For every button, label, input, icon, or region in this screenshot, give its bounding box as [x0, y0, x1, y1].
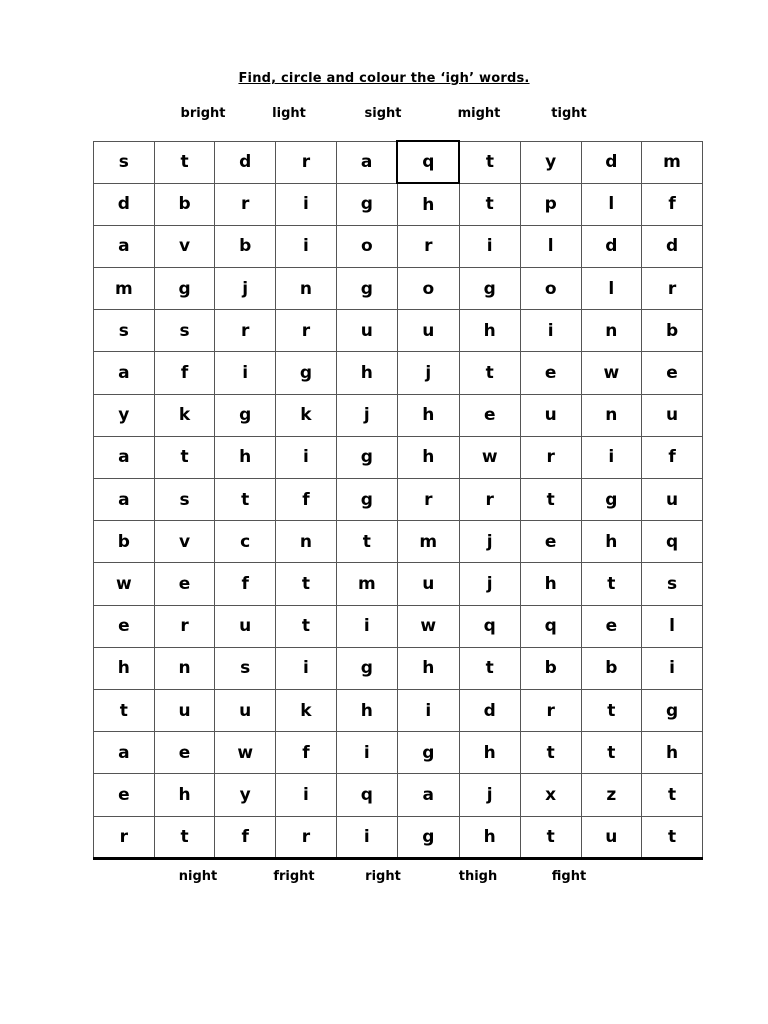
grid-cell[interactable]: i [397, 689, 459, 731]
grid-cell[interactable]: o [336, 225, 397, 267]
grid-cell[interactable]: r [642, 268, 703, 310]
grid-cell[interactable]: s [94, 141, 155, 183]
grid-cell[interactable]: h [336, 352, 397, 394]
grid-cell[interactable]: b [215, 225, 276, 267]
grid-cell[interactable]: y [94, 394, 155, 436]
grid-cell[interactable]: r [276, 141, 337, 183]
grid-cell[interactable]: b [94, 521, 155, 563]
grid-cell[interactable]: r [397, 479, 459, 521]
grid-cell[interactable]: g [336, 183, 397, 225]
grid-cell[interactable]: k [276, 394, 337, 436]
grid-cell[interactable]: u [520, 394, 581, 436]
grid-cell[interactable]: m [336, 563, 397, 605]
grid-cell[interactable]: i [276, 225, 337, 267]
grid-row [94, 816, 703, 858]
grid-cell[interactable]: r [215, 183, 276, 225]
grid-cell[interactable]: t [520, 479, 581, 521]
grid-cell[interactable]: t [520, 732, 581, 774]
grid-cell[interactable]: q [336, 774, 397, 816]
grid-cell[interactable]: s [154, 479, 215, 521]
grid-cell[interactable]: u [154, 689, 215, 731]
grid-cell[interactable]: g [642, 689, 703, 731]
grid-row [94, 732, 703, 774]
grid-row [94, 479, 703, 521]
grid-row [94, 605, 703, 647]
grid-cell[interactable]: a [94, 436, 155, 478]
grid-cell[interactable]: t [581, 563, 642, 605]
grid-cell[interactable]: h [459, 816, 520, 858]
grid-cell[interactable]: l [581, 183, 642, 225]
grid-row [94, 183, 703, 225]
grid-cell[interactable]: i [520, 310, 581, 352]
grid-cell[interactable]: q [642, 521, 703, 563]
grid-cell[interactable]: r [215, 310, 276, 352]
grid-cell[interactable]: e [154, 563, 215, 605]
grid-cell[interactable]: t [642, 774, 703, 816]
grid-cell[interactable]: h [642, 732, 703, 774]
grid-cell[interactable]: t [581, 689, 642, 731]
grid-cell[interactable]: h [397, 647, 459, 689]
grid-cell[interactable]: g [336, 436, 397, 478]
grid-row [94, 310, 703, 352]
grid-cell[interactable]: u [642, 479, 703, 521]
grid-cell[interactable]: r [94, 816, 155, 858]
grid-cell[interactable]: t [642, 816, 703, 858]
grid-cell[interactable]: t [459, 647, 520, 689]
word-light: light [272, 106, 306, 121]
grid-cell[interactable]: u [397, 310, 459, 352]
worksheet-title: Find, circle and colour the ‘igh’ words. [238, 71, 530, 86]
grid-cell[interactable]: g [336, 479, 397, 521]
word-thigh: thigh [458, 869, 498, 884]
grid-cell[interactable]: u [336, 310, 397, 352]
word-list-top [0, 106, 768, 124]
grid-cell[interactable]: i [215, 352, 276, 394]
grid-cell[interactable]: d [215, 141, 276, 183]
grid-cell[interactable]: g [397, 816, 459, 858]
grid-cell[interactable]: e [154, 732, 215, 774]
grid-cell[interactable]: i [336, 732, 397, 774]
grid-cell[interactable]: s [215, 647, 276, 689]
grid-cell[interactable]: n [276, 521, 337, 563]
grid-cell[interactable]: e [642, 352, 703, 394]
grid-row [94, 774, 703, 816]
grid-cell[interactable]: k [276, 689, 337, 731]
grid-cell[interactable]: a [94, 732, 155, 774]
grid-row [94, 689, 703, 731]
grid-cell[interactable]: o [520, 268, 581, 310]
grid-cell[interactable]: i [276, 774, 337, 816]
grid-cell[interactable]: u [397, 563, 459, 605]
grid-cell[interactable]: t [459, 141, 520, 183]
grid-cell[interactable]: w [397, 605, 459, 647]
grid-cell[interactable]: i [276, 436, 337, 478]
grid-row [94, 436, 703, 478]
grid-cell[interactable]: l [642, 605, 703, 647]
grid-cell[interactable]: i [642, 647, 703, 689]
grid-cell[interactable]: a [94, 352, 155, 394]
grid-cell[interactable]: r [459, 479, 520, 521]
grid-cell[interactable]: t [154, 816, 215, 858]
grid-cell[interactable]: h [397, 436, 459, 478]
grid-cell[interactable]: i [336, 605, 397, 647]
grid-cell[interactable]: e [581, 605, 642, 647]
grid-row [94, 563, 703, 605]
grid-cell[interactable]: g [276, 352, 337, 394]
grid-cell[interactable]: s [154, 310, 215, 352]
grid-cell[interactable]: u [581, 816, 642, 858]
word-fright: fright [273, 869, 315, 884]
grid-cell[interactable]: r [154, 605, 215, 647]
grid-cell[interactable]: i [276, 183, 337, 225]
grid-cell[interactable]: w [215, 732, 276, 774]
grid-cell[interactable]: b [642, 310, 703, 352]
grid-cell[interactable]: m [642, 141, 703, 183]
grid-cell[interactable]: a [397, 774, 459, 816]
grid-cell[interactable]: t [276, 563, 337, 605]
grid-cell[interactable]: d [581, 141, 642, 183]
grid-cell[interactable]: s [642, 563, 703, 605]
grid-cell[interactable]: t [520, 816, 581, 858]
word-might: might [457, 106, 501, 121]
grid-cell[interactable]: y [215, 774, 276, 816]
grid-cell[interactable]: t [94, 689, 155, 731]
grid-row [94, 141, 703, 183]
word-night: night [178, 869, 218, 884]
grid-cell[interactable]: v [154, 225, 215, 267]
word-right: right [365, 869, 401, 884]
grid-cell[interactable]: a [336, 141, 397, 183]
grid-cell[interactable]: j [459, 563, 520, 605]
grid-cell[interactable]: g [581, 479, 642, 521]
grid-cell[interactable]: f [276, 732, 337, 774]
grid-cell[interactable]: u [642, 394, 703, 436]
grid-cell[interactable]: t [215, 479, 276, 521]
grid-cell[interactable]: e [94, 774, 155, 816]
grid-cell[interactable]: h [215, 436, 276, 478]
grid-cell[interactable]: p [520, 183, 581, 225]
grid-cell[interactable]: h [154, 774, 215, 816]
grid-cell[interactable]: e [520, 521, 581, 563]
grid-cell[interactable]: t [581, 732, 642, 774]
word-bright: bright [180, 106, 226, 121]
grid-cell[interactable]: i [581, 436, 642, 478]
grid-cell[interactable]: t [276, 605, 337, 647]
grid-cell[interactable]: w [581, 352, 642, 394]
grid-cell[interactable]: b [520, 647, 581, 689]
grid-cell[interactable]: u [215, 689, 276, 731]
grid-cell[interactable]: e [459, 394, 520, 436]
grid-cell[interactable]: z [581, 774, 642, 816]
grid-cell[interactable]: f [642, 436, 703, 478]
grid-cell[interactable]: g [154, 268, 215, 310]
grid-cell[interactable]: r [520, 689, 581, 731]
grid-cell[interactable]: w [459, 436, 520, 478]
grid-cell[interactable]: x [520, 774, 581, 816]
grid-cell[interactable]: v [154, 521, 215, 563]
grid-cell[interactable]: g [459, 268, 520, 310]
grid-cell[interactable]: f [215, 563, 276, 605]
grid-cell[interactable]: j [459, 774, 520, 816]
grid-row [94, 268, 703, 310]
grid-cell[interactable]: h [581, 521, 642, 563]
grid-cell[interactable]: t [154, 141, 215, 183]
grid-row [94, 521, 703, 563]
grid-cell[interactable]: t [459, 183, 520, 225]
grid-row [94, 225, 703, 267]
grid-cell[interactable]: e [520, 352, 581, 394]
grid-cell[interactable]: d [581, 225, 642, 267]
grid-cell[interactable]: h [94, 647, 155, 689]
word-tight: tight [551, 106, 587, 121]
grid-cell[interactable]: r [397, 225, 459, 267]
grid-cell[interactable]: o [397, 268, 459, 310]
grid-cell[interactable]: t [336, 521, 397, 563]
grid-cell[interactable]: r [276, 816, 337, 858]
grid-cell[interactable]: l [520, 225, 581, 267]
grid-cell[interactable]: h [397, 394, 459, 436]
grid-cell[interactable]: n [581, 310, 642, 352]
grid-cell[interactable]: q [520, 605, 581, 647]
grid-cell[interactable]: c [215, 521, 276, 563]
grid-cell[interactable]: a [94, 225, 155, 267]
word-fight: fight [551, 869, 587, 884]
grid-cell[interactable]: i [276, 647, 337, 689]
grid-cell[interactable]: j [397, 352, 459, 394]
grid-cell[interactable]: f [642, 183, 703, 225]
grid-cell[interactable]: r [520, 436, 581, 478]
grid-cell[interactable]: y [520, 141, 581, 183]
grid-cell[interactable]: s [94, 310, 155, 352]
grid-cell[interactable]: q [397, 141, 459, 183]
grid-cell[interactable]: f [154, 352, 215, 394]
word-list-bottom [0, 869, 768, 887]
grid-cell[interactable]: g [215, 394, 276, 436]
grid-cell[interactable]: f [276, 479, 337, 521]
grid-row [94, 352, 703, 394]
grid-cell[interactable]: g [397, 732, 459, 774]
grid-row [94, 394, 703, 436]
grid-cell[interactable]: g [336, 268, 397, 310]
grid-cell[interactable]: t [459, 352, 520, 394]
grid-cell[interactable]: m [94, 268, 155, 310]
grid-cell[interactable]: t [154, 436, 215, 478]
grid-cell[interactable]: a [94, 479, 155, 521]
grid-cell[interactable]: h [459, 732, 520, 774]
grid-cell[interactable]: d [94, 183, 155, 225]
grid-cell[interactable]: i [336, 816, 397, 858]
grid-cell[interactable]: h [397, 183, 459, 225]
grid-cell[interactable]: g [336, 647, 397, 689]
grid-cell[interactable]: j [215, 268, 276, 310]
grid-cell[interactable]: f [215, 816, 276, 858]
grid-cell[interactable]: d [459, 689, 520, 731]
grid-cell[interactable]: i [459, 225, 520, 267]
grid-cell[interactable]: h [459, 310, 520, 352]
grid-cell[interactable]: n [276, 268, 337, 310]
grid-cell[interactable]: j [336, 394, 397, 436]
grid-cell[interactable]: h [336, 689, 397, 731]
grid-cell[interactable]: b [154, 183, 215, 225]
grid-cell[interactable]: h [520, 563, 581, 605]
grid-cell[interactable]: r [276, 310, 337, 352]
grid-cell[interactable]: e [94, 605, 155, 647]
grid-cell[interactable]: d [642, 225, 703, 267]
grid-cell[interactable]: m [397, 521, 459, 563]
grid-cell[interactable]: j [459, 521, 520, 563]
grid-cell[interactable]: b [581, 647, 642, 689]
grid-cell[interactable]: u [215, 605, 276, 647]
grid-cell[interactable]: w [94, 563, 155, 605]
grid-cell[interactable]: q [459, 605, 520, 647]
grid-cell[interactable]: k [154, 394, 215, 436]
grid-cell[interactable]: n [581, 394, 642, 436]
grid-row [94, 647, 703, 689]
grid-cell[interactable]: l [581, 268, 642, 310]
grid-cell[interactable]: n [154, 647, 215, 689]
word-sight: sight [364, 106, 402, 121]
word-search-grid [93, 140, 703, 860]
